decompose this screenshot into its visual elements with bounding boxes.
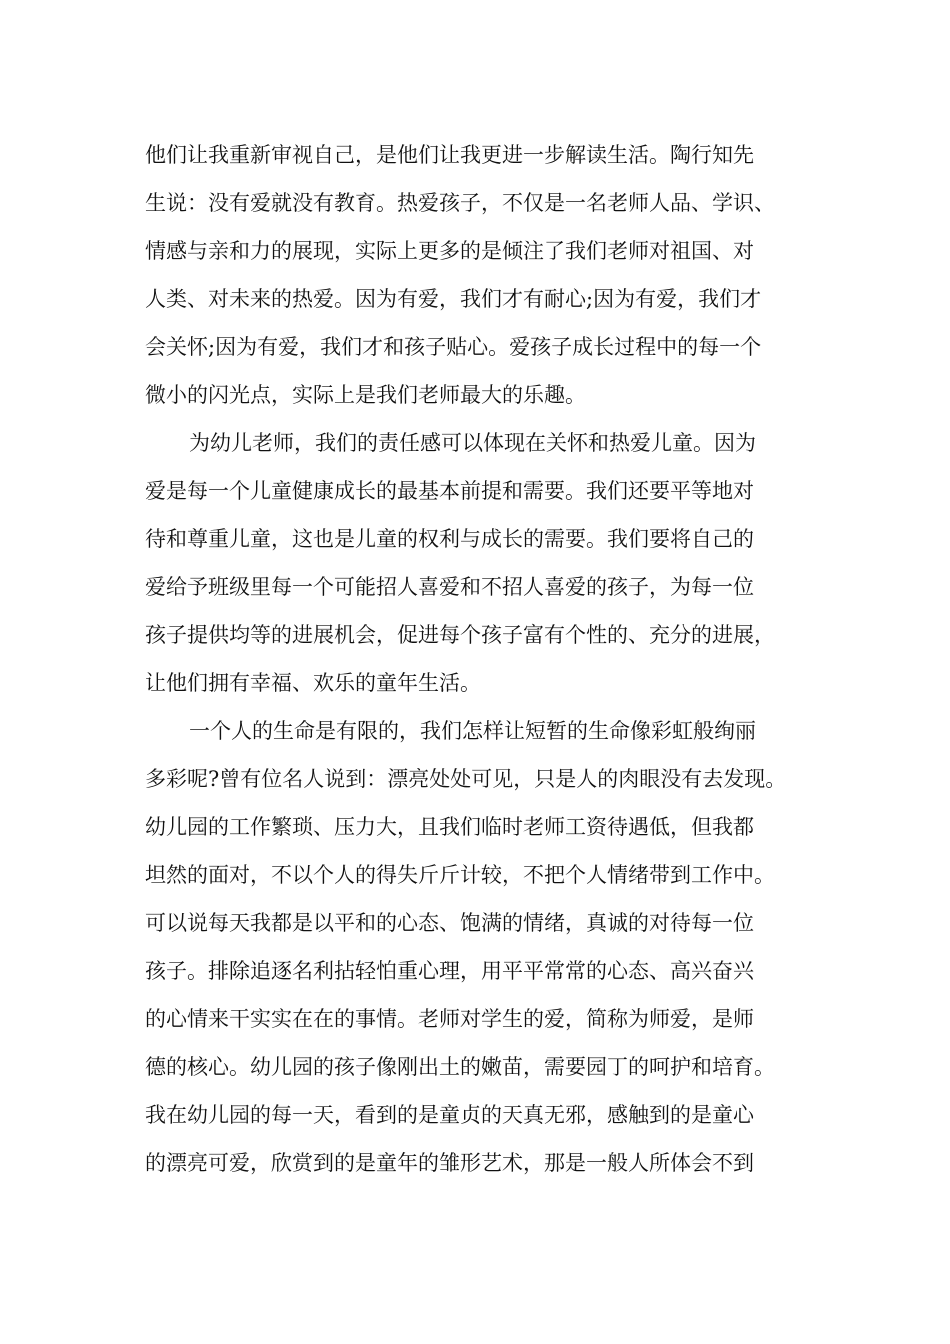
text-line: 可以说每天我都是以平和的心态、饱满的情绪，真诚的对待每一位 — [145, 911, 754, 935]
text-line: 孩子。排除追逐名利拈轻怕重心理，用平平常常的心态、高兴奋兴 — [145, 959, 754, 983]
paragraph — [145, 707, 825, 1187]
text-line: 人类、对未来的热爱。因为有爱，我们才有耐心;因为有爱，我们才 — [145, 287, 762, 311]
text-line: 让他们拥有幸福、欢乐的童年生活。 — [145, 671, 481, 695]
text-line: 的漂亮可爱，欣赏到的是童年的雏形艺术，那是一般人所体会不到 — [145, 1151, 754, 1175]
paragraph — [145, 419, 825, 707]
body-text — [145, 131, 825, 1187]
text-line: 坦然的面对，不以个人的得失斤斤计较，不把个人情绪带到工作中。 — [145, 863, 775, 887]
text-line: 德的核心。幼儿园的孩子像刚出土的嫩苗，需要园丁的呵护和培育。 — [145, 1055, 775, 1079]
text-line: 爱是每一个儿童健康成长的最基本前提和需要。我们还要平等地对 — [145, 479, 754, 503]
paragraph — [145, 131, 825, 419]
text-line: 微小的闪光点，实际上是我们老师最大的乐趣。 — [145, 383, 586, 407]
text-line: 待和尊重儿童，这也是儿童的权利与成长的需要。我们要将自己的 — [145, 527, 754, 551]
text-line: 我在幼儿园的每一天，看到的是童贞的天真无邪，感触到的是童心 — [145, 1103, 754, 1127]
text-line: 爱给予班级里每一个可能招人喜爱和不招人喜爱的孩子，为每一位 — [145, 575, 754, 599]
text-line: 情感与亲和力的展现，实际上更多的是倾注了我们老师对祖国、对 — [145, 239, 754, 263]
text-line: 多彩呢?曾有位名人说到：漂亮处处可见，只是人的肉眼没有去发现。 — [145, 767, 787, 791]
text-line: 他们让我重新审视自己，是他们让我更进一步解读生活。陶行知先 — [145, 143, 754, 167]
text-line: 一个人的生命是有限的，我们怎样让短暂的生命像彩虹般绚丽 — [189, 719, 756, 743]
text-line: 生说：没有爱就没有教育。热爱孩子，不仅是一名老师人品、学识、 — [145, 191, 775, 215]
text-line: 为幼儿老师，我们的责任感可以体现在关怀和热爱儿童。因为 — [189, 431, 756, 455]
text-line: 孩子提供均等的进展机会，促进每个孩子富有个性的、充分的进展， — [145, 623, 775, 647]
text-line: 会关怀;因为有爱，我们才和孩子贴心。爱孩子成长过程中的每一个 — [145, 335, 762, 359]
text-line: 幼儿园的工作繁琐、压力大，且我们临时老师工资待遇低，但我都 — [145, 815, 754, 839]
text-line: 的心情来干实实在在的事情。老师对学生的爱，简称为师爱，是师 — [145, 1007, 754, 1031]
